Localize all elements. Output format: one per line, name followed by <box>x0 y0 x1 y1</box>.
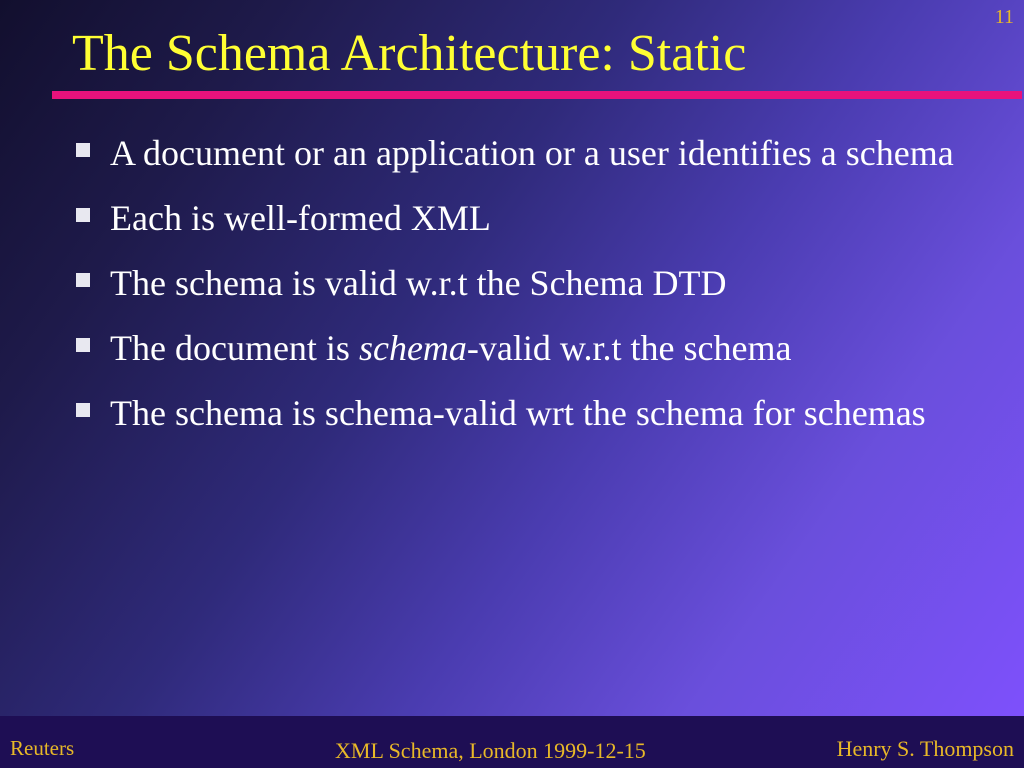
slide-title: The Schema Architecture: Static <box>72 25 747 82</box>
bullet-text-pre: The document is <box>110 328 359 368</box>
square-bullet-icon <box>76 273 90 287</box>
footer-author: Henry S. Thompson <box>836 736 1014 761</box>
bullet-text: The schema is schema-valid wrt the schema for schemas <box>110 393 926 433</box>
bullet-text-post: -valid w.r.t the schema <box>466 328 792 368</box>
square-bullet-icon <box>76 208 90 222</box>
footer-event: XML Schema, London 1999-12-15 <box>335 738 646 763</box>
bullet-text: Each is well-formed XML <box>110 198 491 238</box>
bullet-text: The schema is valid w.r.t the Schema DTD <box>110 263 727 303</box>
bullet-item <box>74 126 974 180</box>
square-bullet-icon <box>76 143 90 157</box>
bullet-list <box>74 126 974 451</box>
bullet-item <box>74 321 974 375</box>
bullet-item <box>74 191 974 245</box>
bullet-text: A document or an application or a user identifies a schema <box>110 133 954 173</box>
bullet-text-emphasis: schema <box>358 328 467 368</box>
slide-number: 11 <box>994 6 1014 28</box>
square-bullet-icon <box>76 403 90 417</box>
title-divider <box>52 91 1022 99</box>
footer-organization: Reuters <box>10 736 75 760</box>
square-bullet-icon <box>76 338 90 352</box>
bullet-item <box>74 256 974 310</box>
bullet-item <box>74 386 974 440</box>
